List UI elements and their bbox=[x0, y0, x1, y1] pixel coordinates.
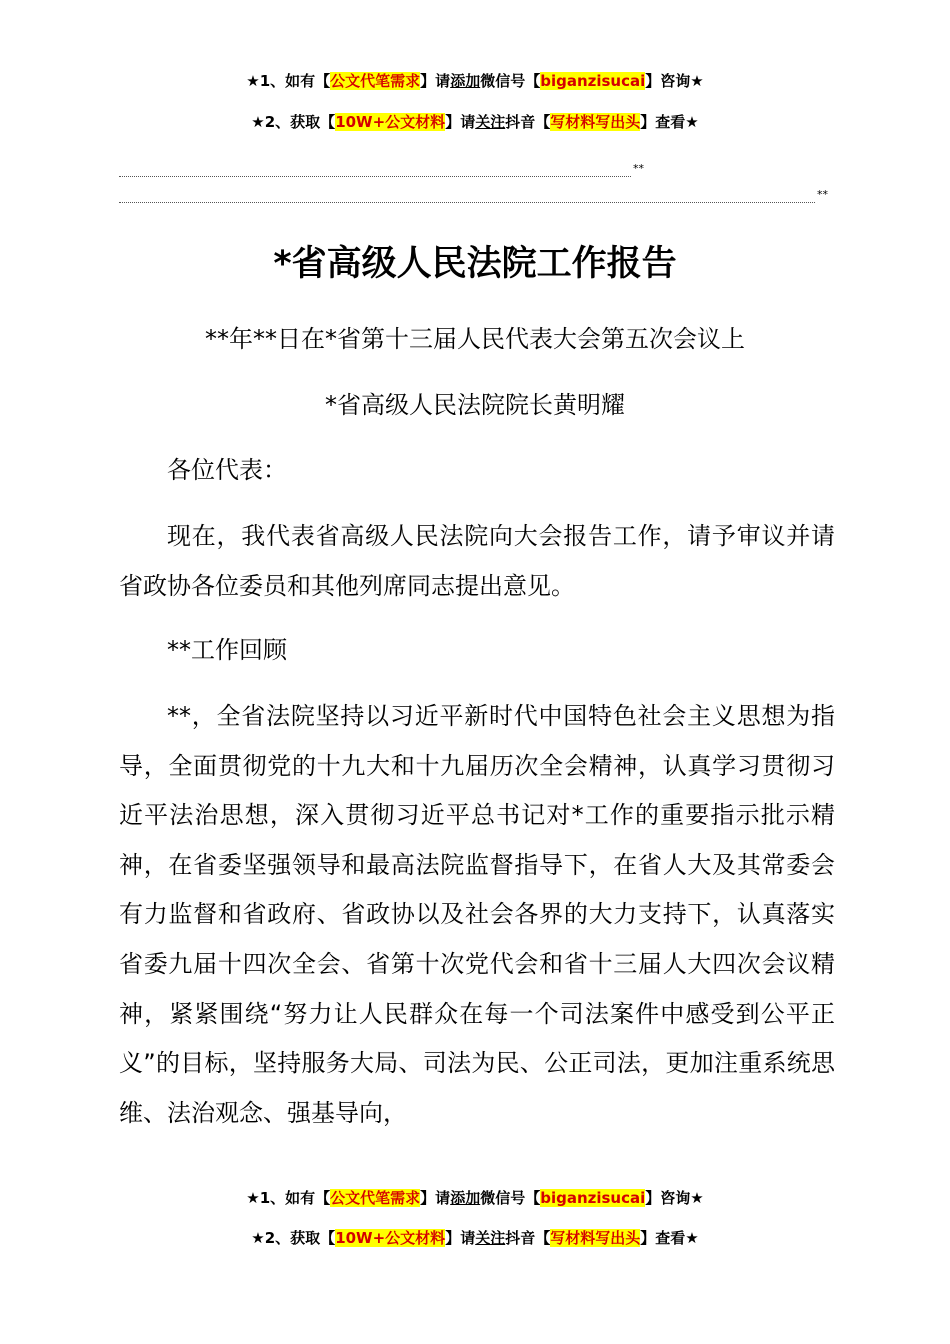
promo-1b-prefix: ★1、如有【 bbox=[246, 1189, 331, 1207]
promo-line-2 bbox=[0, 111, 950, 133]
promo-1-mid2: 微信号【 bbox=[480, 72, 541, 90]
promo-line-2-bottom bbox=[0, 1227, 950, 1249]
promo-2b-highlight-douyin: 写材料写出头 bbox=[550, 1229, 641, 1247]
promo-1-prefix: ★1、如有【 bbox=[246, 72, 331, 90]
promo-2b-underline: 关注 bbox=[475, 1229, 506, 1247]
promo-2-underline: 关注 bbox=[475, 113, 506, 131]
separator-1-end: ** bbox=[633, 162, 644, 175]
promo-1-mid1: 】请 bbox=[420, 72, 451, 90]
promo-1b-underline: 添加 bbox=[450, 1189, 481, 1207]
promo-2b-highlight-materials: 10W+公文材料 bbox=[335, 1229, 446, 1247]
dotted-separator-2 bbox=[119, 188, 815, 203]
separator-2-end: ** bbox=[817, 188, 828, 201]
promo-1-suffix: 】咨询★ bbox=[645, 72, 704, 90]
promo-1b-mid2: 微信号【 bbox=[480, 1189, 541, 1207]
promo-2b-prefix: ★2、获取【 bbox=[251, 1229, 336, 1247]
document-subtitle-meeting: **年**日在*省第十三届人民代表大会第五次会议上 bbox=[205, 325, 745, 353]
paragraph-intro: 现在，我代表省高级人民法院向大会报告工作，请予审议并请省政协各位委员和其他列席同志提出意见。 bbox=[119, 522, 835, 600]
promo-2-suffix: 】查看★ bbox=[640, 113, 699, 131]
promo-1b-mid1: 】请 bbox=[420, 1189, 451, 1207]
promo-2b-suffix: 】查看★ bbox=[640, 1229, 699, 1247]
promo-line-1-bottom bbox=[0, 1187, 950, 1209]
promo-1-highlight-service: 公文代笔需求 bbox=[330, 72, 421, 90]
promo-2b-mid1: 】请 bbox=[445, 1229, 476, 1247]
promo-2b-mid2: 抖音【 bbox=[505, 1229, 551, 1247]
dotted-separator-1 bbox=[119, 162, 631, 177]
promo-2-prefix: ★2、获取【 bbox=[251, 113, 336, 131]
promo-line-1 bbox=[0, 70, 950, 92]
promo-2-highlight-materials: 10W+公文材料 bbox=[335, 113, 446, 131]
promo-2-mid2: 抖音【 bbox=[505, 113, 551, 131]
promo-1b-suffix: 】咨询★ bbox=[645, 1189, 704, 1207]
paragraph-review: **，全省法院坚持以习近平新时代中国特色社会主义思想为指导，全面贯彻党的十九大和十九届历次全会精神，认真学习贯彻习近平法治思想，深入贯彻习近平总书记对*工作的重要指示批示精神，在省委坚强领导和最高法院监督指导下，在省人大及其常委会有力监督和省政府、省政协以及社会各界的大力支持下，认真落实省委九届十四次全会、省第十次党代会和省十三届人大四次会议精神，紧紧围绕“努力让人民群众在每一个司法案件中感受到公平正义”的目标，坚持服务大局、司法为民、公正司法，更加注重系统思维、法治观念、强基导向， bbox=[119, 702, 835, 1127]
promo-2-highlight-douyin: 写材料写出头 bbox=[550, 113, 641, 131]
document-title: *省高级人民法院工作报告 bbox=[273, 244, 677, 284]
salutation: 各位代表： bbox=[167, 456, 287, 484]
promo-1b-highlight-wechat: biganzisucai bbox=[540, 1189, 646, 1207]
section-heading-review: **工作回顾 bbox=[167, 636, 287, 664]
document-subtitle-author: *省高级人民法院院长黄明耀 bbox=[325, 391, 625, 419]
promo-1-highlight-wechat: biganzisucai bbox=[540, 72, 646, 90]
promo-2-mid1: 】请 bbox=[445, 113, 476, 131]
promo-1b-highlight-service: 公文代笔需求 bbox=[330, 1189, 421, 1207]
promo-1-underline: 添加 bbox=[450, 72, 481, 90]
